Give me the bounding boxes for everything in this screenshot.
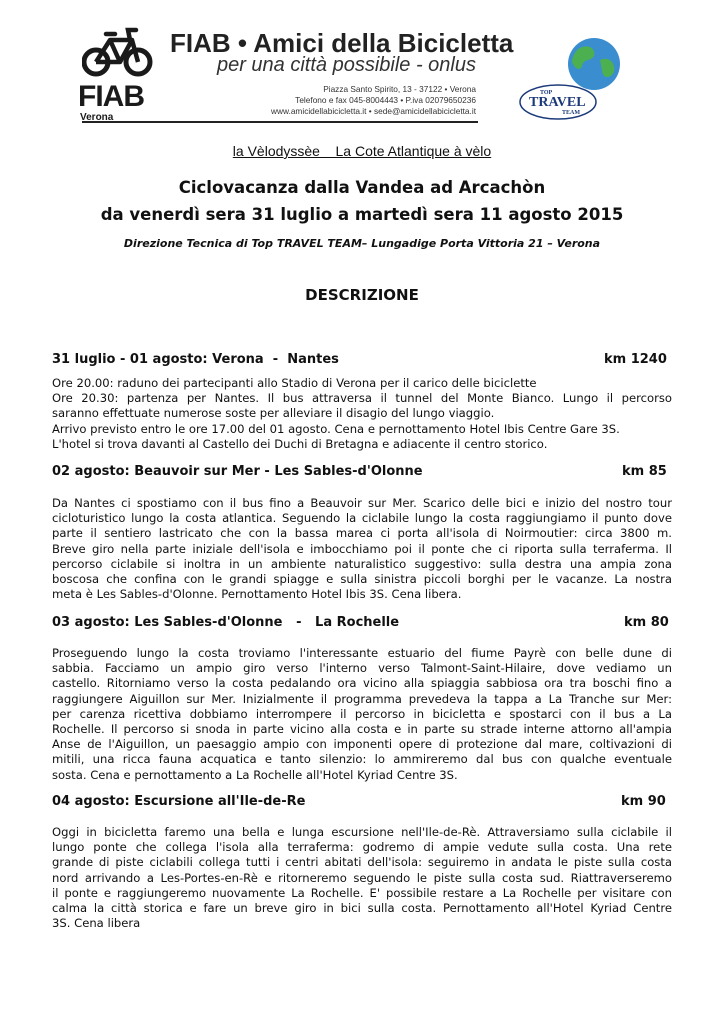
text-line: sosta. Cena e pernottamento a La Rochelle all'Hotel Kyriad Centre 3S. [52, 767, 458, 782]
text-line: saranno effettuate numerose soste per alleviare il disagio del lungo viaggio. [52, 406, 495, 421]
day-distance: km 80 [624, 615, 669, 630]
text-line: Proseguendo lungo la costa troviamo l'interessante estuario del fiume Payrè con belle dune di [52, 646, 672, 660]
fiab-logo [78, 24, 158, 122]
day-heading: 04 agosto: Escursione all'Ile-de-Re [52, 794, 306, 809]
day-description [52, 376, 672, 452]
text-line: parte il sentiero lastricato che con la bassa marea ci porta all'isola di Noirmoutier: circa 3800 m. [52, 526, 672, 541]
text-line: per carenza ricettiva dobbiamo interrompere il percorso in bicicletta e spostarci con il bus a La [52, 706, 672, 721]
partner-logo-main: TRAVEL [529, 95, 586, 110]
text-line: Oggi in bicicletta faremo una bella e lunga escursione nell'Ile-de-Rè. Attraversiamo sulla ciclabile il [52, 825, 672, 839]
text-line: mitili, una ricca fauna acquatica e tanto silenzio: lo ammireremo dal bus con qualche eventuale [52, 752, 672, 767]
address-line: Telefono e fax 045-8004443 • P.iva 02079650236 [295, 95, 476, 105]
text-line: percorso ciclabile si inoltra in un ambiente naturalistico suggestivo: sulla destra una ampia zona [52, 556, 672, 571]
logo-city: Verona [80, 112, 114, 123]
text-line: cicloturistico lungo la costa atlantica. Seguendo la ciclabile lungo la costa raggiungiamo il punto dove [52, 511, 672, 526]
text-line: lungo ponte che collega l'isola alla terraferma: godremo di ampie vedute sulla costa. Una rete [52, 840, 672, 855]
partner-logo-top: TOP [540, 90, 553, 96]
day-heading: 02 agosto: Beauvoir sur Mer - Les Sables-d'Olonne [52, 464, 423, 479]
text-line: Rochelle. Il percorso si snoda in parte vicino alla costa e in parte su strade interne attorno all'ampia [52, 722, 672, 737]
document-subtitle: la Vèlodyssèe La Cote Atlantique à vèlo [232, 143, 492, 159]
org-address [230, 84, 476, 117]
text-line: raggiungere Aiguillon sur Mer. Inizialmente il programma prevedeva la tappa a La Tranche sur Mer: [52, 691, 672, 706]
partner-logo-bottom: TEAM [562, 110, 580, 116]
globe-icon [518, 34, 636, 122]
text-line: 3S. Cena libera [52, 916, 141, 931]
text-line: il ponte e raggiungeremo nuovamente La Rochelle. E' possibile restare a La Rochelle per visitare con [52, 885, 672, 900]
address-line: www.amicidellabicicletta.it • sede@amicidellabicicletta.it [271, 106, 476, 116]
day-heading: 31 luglio - 01 agosto: Verona - Nantes [52, 352, 339, 367]
text-line: Anse de l'Aiguillon, un paesaggio ampio con imponenti opere di protezione dal mare, coltivazioni di [52, 737, 672, 752]
text-line: boscosa che confina con le grandi spiagge e sulla sinistra piccoli borghi per le vacanze. La nostra [52, 572, 672, 587]
text-line: Breve giro nella parte iniziale dell'isola e imbocchiamo poi il ponte che ci riporta sulla terraferma. Il [52, 541, 672, 556]
top-travel-team-logo [518, 34, 636, 122]
header-divider [82, 121, 478, 123]
text-line: Arrivo previsto entro le ore 17.00 del 01 agosto. Cena e pernottamento Hotel Ibis Centre Gare 3S. [52, 421, 620, 436]
technical-direction: Direzione Tecnica di Top TRAVEL TEAM– Lungadige Porta Vittoria 21 – Verona [123, 237, 601, 250]
text-line: meta è Les Sables-d'Olonne. Pernottamento Hotel Ibis 3S. Cena libera. [52, 587, 462, 602]
text-line: grande di piste ciclabili collega tutti i centri abitati dell'isola: seguiremo in andata le piste sulla costa [52, 855, 672, 870]
text-line: castello. Ritorniamo verso la costa pedalando ora vicino alla spiaggia sabbiosa ora tra boschi fino a [52, 676, 672, 691]
day-description [52, 825, 672, 931]
document-title-line2: da venerdì sera 31 luglio a martedì sera 11 agosto 2015 [100, 205, 624, 224]
org-title: FIAB • Amici della Bicicletta [170, 28, 514, 58]
day-heading: 03 agosto: Les Sables-d'Olonne - La Rochelle [52, 615, 400, 630]
section-title: DESCRIZIONE [305, 286, 419, 304]
text-line: Ore 20.30: partenza per Nantes. Il bus attraversa il tunnel del Monte Bianco. Lungo il percorso [52, 391, 672, 406]
day-description [52, 646, 672, 783]
logo-text: FIAB [78, 80, 144, 113]
day-description [52, 496, 672, 602]
bicycle-icon [82, 24, 154, 80]
text-line: L'hotel si trova davanti al Castello dei Duchi di Bretagna e adiacente il centro storico. [52, 436, 548, 451]
text-line: sabbia. Facciamo un ampio giro verso l'interno verso Talmont-Saint-Hilaire, dove vediamo un [52, 661, 672, 676]
text-line: Da Nantes ci spostiamo con il bus fino a Beauvoir sur Mer. Scarico delle bici e inizio del nostro tour [52, 496, 672, 510]
text-line: nord arrivando a Les-Portes-en-Rè e ritorneremo seguendo le piste sulla costa sud. Riattraverseremo [52, 870, 672, 885]
org-subtitle: per una città possibile - onlus [216, 54, 476, 76]
address-line: Piazza Santo Spirito, 13 - 37122 • Verona [323, 84, 476, 94]
document-title-line1: Ciclovacanza dalla Vandea ad Arcachòn [178, 178, 546, 197]
day-distance: km 1240 [604, 352, 667, 367]
day-distance: km 85 [622, 464, 667, 479]
text-line: calma la città storica e fare un breve giro in bici sulla costa. Pernottamento all'Hotel Kyriad Centre [52, 901, 672, 916]
day-distance: km 90 [621, 794, 666, 809]
text-line: Ore 20.00: raduno dei partecipanti allo Stadio di Verona per il carico delle biciclette [52, 376, 537, 390]
